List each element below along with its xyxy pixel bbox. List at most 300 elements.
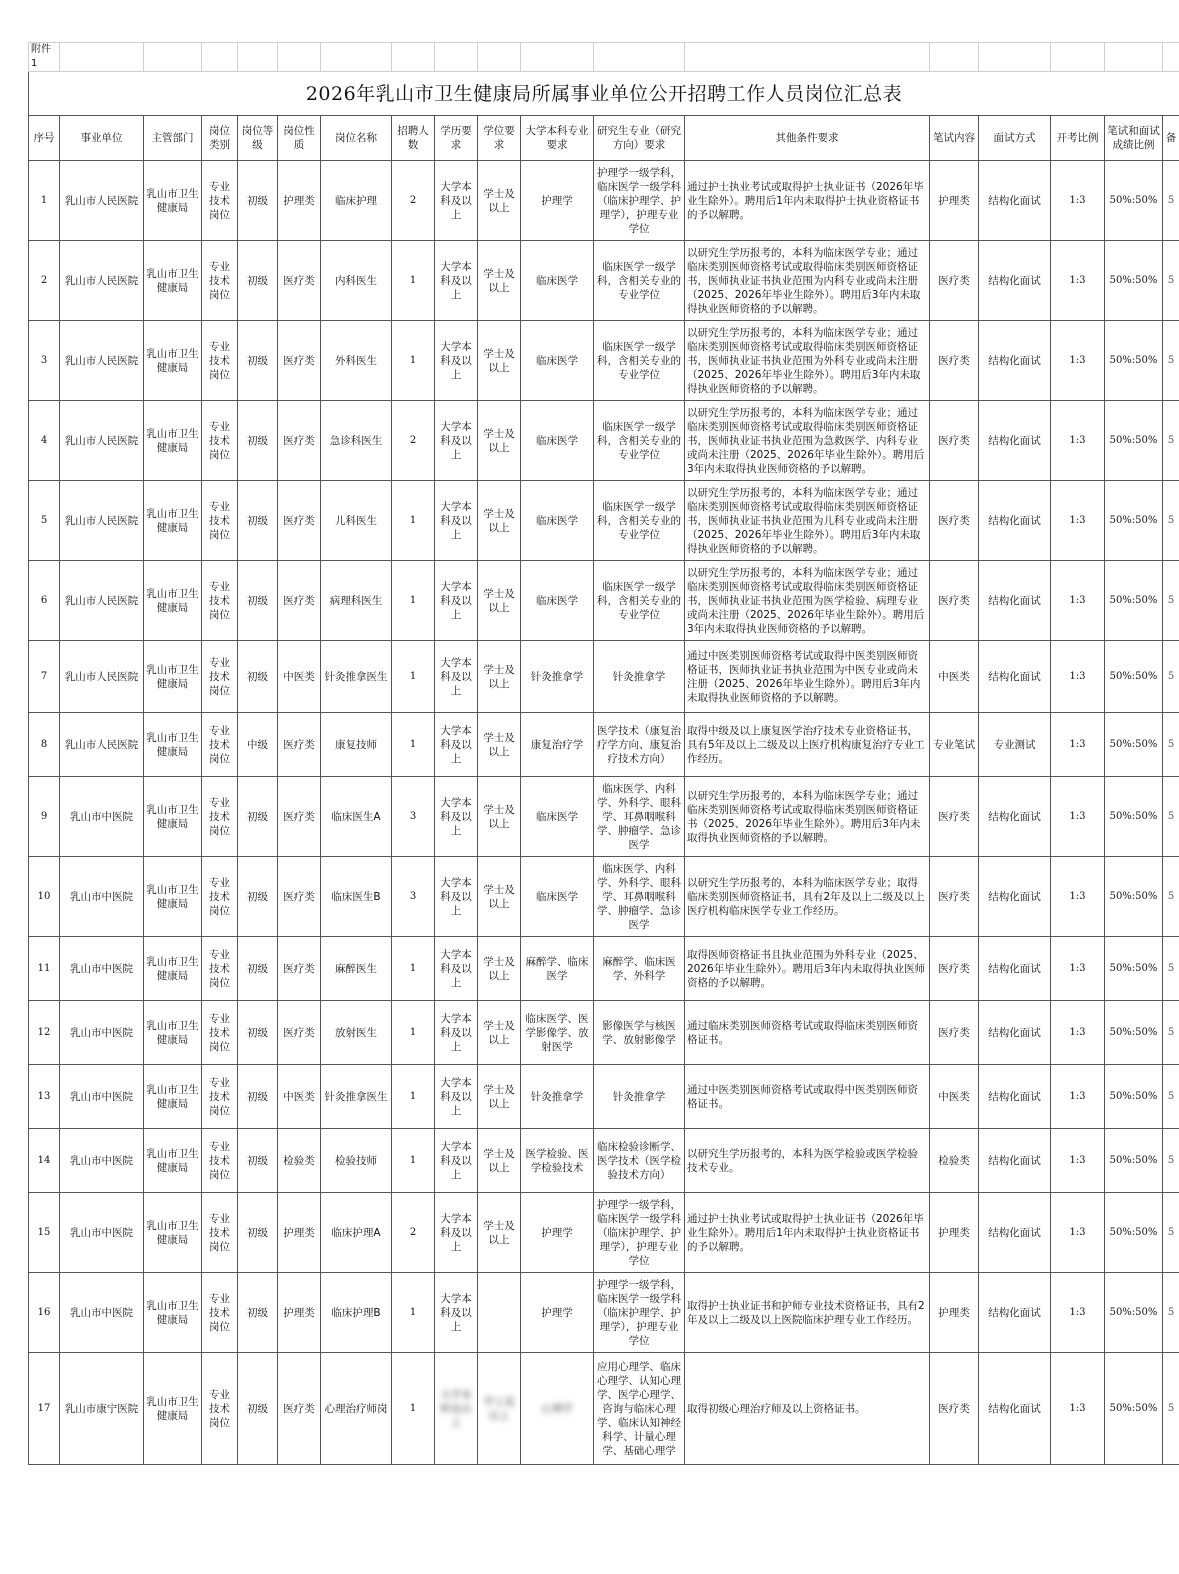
table-cell: 麻醉学、临床医学、外科学 (594, 937, 685, 1001)
table-cell: 中医类 (930, 1065, 979, 1129)
table-cell: 专业技术岗位 (202, 321, 238, 401)
table-cell: 50%:50% (1105, 1353, 1163, 1465)
table-cell: 专业技术岗位 (202, 481, 238, 561)
table-cell: 检验技师 (321, 1129, 392, 1193)
table-cell: 50%:50% (1105, 1001, 1163, 1065)
table-cell: 医疗类 (278, 1353, 321, 1465)
table-cell: 专业技术岗位 (202, 401, 238, 481)
table-cell: 学士及以上 (478, 481, 521, 561)
table-cell: 取得初级心理治疗师及以上资格证书。 (685, 1353, 930, 1465)
table-cell: 通过护士执业考试或取得护士执业证书（2026年毕业生除外）。聘用后1年内未取得护士执业资格证书的予以解聘。 (685, 161, 930, 241)
table-cell: 8 (29, 713, 60, 777)
table-row (29, 1353, 1179, 1465)
table-cell: 乳山市卫生健康局 (144, 1273, 202, 1353)
table-cell: 1 (392, 1065, 435, 1129)
table-row (29, 401, 1179, 481)
table-cell: 50%:50% (1105, 857, 1163, 937)
table-cell: 护理类 (278, 161, 321, 241)
table-cell: 50%:50% (1105, 321, 1163, 401)
table-cell: 11 (29, 937, 60, 1001)
table-cell: 大学本科及以上 (435, 161, 478, 241)
table-cell: 乳山市卫生健康局 (144, 857, 202, 937)
table-cell: 5 (1163, 857, 1179, 937)
table-cell: 乳山市中医院 (60, 1193, 144, 1273)
table-cell: 临床医学、内科学、外科学、眼科学、耳鼻咽喉科学、肿瘤学、急诊医学 (594, 857, 685, 937)
table-cell: 乳山市卫生健康局 (144, 713, 202, 777)
table-title: 2026年乳山市卫生健康局所属事业单位公开招聘工作人员岗位汇总表 (29, 72, 1179, 116)
table-cell: 通过中医类别医师资格考试或取得中医类别医师资格证书。 (685, 1065, 930, 1129)
table-cell: 乳山市卫生健康局 (144, 161, 202, 241)
table-cell: 结构化面试 (979, 481, 1051, 561)
column-header: 开考比例 (1051, 116, 1105, 161)
column-header: 笔试内容 (930, 116, 979, 161)
table-cell: 大学本科及以上 (435, 937, 478, 1001)
table-cell: 护理类 (278, 1193, 321, 1273)
table-cell: 5 (1163, 713, 1179, 777)
table-cell: 1:3 (1051, 777, 1105, 857)
table-cell: 1:3 (1051, 1129, 1105, 1193)
table-cell: 初级 (238, 1353, 278, 1465)
column-header: 其他条件要求 (685, 116, 930, 161)
table-cell: 康复技师 (321, 713, 392, 777)
table-row (29, 857, 1179, 937)
table-row (29, 321, 1179, 401)
table-cell: 学士及以上 (478, 241, 521, 321)
table-cell (478, 1273, 521, 1353)
table-cell: 中医类 (930, 641, 979, 713)
table-cell: 50%:50% (1105, 1065, 1163, 1129)
table-cell: 乳山市中医院 (60, 1001, 144, 1065)
table-cell: 医疗类 (278, 561, 321, 641)
table-cell: 5 (1163, 641, 1179, 713)
table-cell: 乳山市人民医院 (60, 561, 144, 641)
table-cell: 1 (392, 241, 435, 321)
table-cell: 临床医学一级学科，含相关专业的专业学位 (594, 241, 685, 321)
annex-row (29, 43, 1179, 72)
column-header: 学历要求 (435, 116, 478, 161)
table-cell: 5 (1163, 937, 1179, 1001)
table-cell: 通过护士执业考试或取得护士执业证书（2026年毕业生除外）。聘用后1年内未取得护士执业资格证书的予以解聘。 (685, 1193, 930, 1273)
table-cell: 医疗类 (930, 1353, 979, 1465)
table-cell: 9 (29, 777, 60, 857)
table-cell: 乳山市人民医院 (60, 481, 144, 561)
table-cell: 5 (1163, 561, 1179, 641)
table-cell: 大学本科及以上 (435, 777, 478, 857)
table-cell: 5 (1163, 401, 1179, 481)
table-cell: 初级 (238, 561, 278, 641)
column-header: 事业单位 (60, 116, 144, 161)
table-cell: 初级 (238, 777, 278, 857)
column-header: 备 (1163, 116, 1179, 161)
table-cell: 专业技术岗位 (202, 161, 238, 241)
job-positions-table (28, 42, 1179, 1465)
table-cell: 学士及以上 (478, 1129, 521, 1193)
table-cell: 结构化面试 (979, 241, 1051, 321)
table-cell: 15 (29, 1193, 60, 1273)
table-cell: 内科医生 (321, 241, 392, 321)
table-cell: 病理科医生 (321, 561, 392, 641)
table-cell: 护理类 (930, 1273, 979, 1353)
table-cell: 临床医学一级学科，含相关专业的专业学位 (594, 481, 685, 561)
table-cell: 专业技术岗位 (202, 1129, 238, 1193)
table-cell: 13 (29, 1065, 60, 1129)
column-header: 招聘人数 (392, 116, 435, 161)
table-cell: 大学本科及以上 (435, 321, 478, 401)
table-cell: 1 (392, 561, 435, 641)
header-row (29, 116, 1179, 161)
table-cell: 学士及以上 (478, 161, 521, 241)
table-cell: 专业技术岗位 (202, 1273, 238, 1353)
table-cell: 1 (392, 1353, 435, 1465)
table-cell: 乳山市中医院 (60, 1065, 144, 1129)
table-cell: 外科医生 (321, 321, 392, 401)
table-cell: 护理学一级学科，临床医学一级学科（临床护理学、护理学），护理专业学位 (594, 1273, 685, 1353)
table-cell: 专业技术岗位 (202, 937, 238, 1001)
table-row (29, 1273, 1179, 1353)
table-cell: 2 (392, 1193, 435, 1273)
column-header: 面试方式 (979, 116, 1051, 161)
table-cell: 应用心理学、临床心理学、认知心理学、医学心理学、咨询与临床心理学、临床认知神经科学、计量心理学、基础心理学 (594, 1353, 685, 1465)
table-cell: 1 (392, 1001, 435, 1065)
table-cell: 结构化面试 (979, 401, 1051, 481)
table-cell: 乳山市卫生健康局 (144, 241, 202, 321)
spreadsheet-sheet (28, 42, 1179, 1465)
table-cell: 儿科医生 (321, 481, 392, 561)
table-row (29, 481, 1179, 561)
table-cell: 临床护理A (321, 1193, 392, 1273)
table-cell: 学士及以上 (478, 641, 521, 713)
table-cell: 针灸推拿学 (521, 641, 594, 713)
annex-label: 附件1 (29, 43, 60, 72)
table-cell: 5 (1163, 1273, 1179, 1353)
table-cell: 临床医学 (521, 777, 594, 857)
table-cell: 临床护理B (321, 1273, 392, 1353)
table-cell: 专业技术岗位 (202, 1193, 238, 1273)
table-cell: 1:3 (1051, 1273, 1105, 1353)
table-cell: 大学本科及以上 (435, 241, 478, 321)
table-cell: 医疗类 (278, 401, 321, 481)
table-cell: 1:3 (1051, 321, 1105, 401)
table-cell: 4 (29, 401, 60, 481)
table-cell: 专业技术岗位 (202, 241, 238, 321)
table-cell: 5 (1163, 1001, 1179, 1065)
table-cell: 学士及以上 (478, 1353, 521, 1465)
table-cell: 1:3 (1051, 1353, 1105, 1465)
table-cell: 针灸推拿学 (594, 1065, 685, 1129)
table-row (29, 641, 1179, 713)
table-cell: 学士及以上 (478, 401, 521, 481)
column-header: 岗位等级 (238, 116, 278, 161)
table-cell: 针灸推拿学 (521, 1065, 594, 1129)
table-cell: 结构化面试 (979, 161, 1051, 241)
table-cell: 乳山市卫生健康局 (144, 481, 202, 561)
table-cell: 通过中医类别医师资格考试或取得中医类别医师资格证书，医师执业证书执业范围为中医专业或尚未注册（2025、2026年毕业生除外）。聘用后3年内未取得执业医师资格的予以解聘。 (685, 641, 930, 713)
table-cell: 50%:50% (1105, 641, 1163, 713)
table-cell: 医疗类 (930, 857, 979, 937)
column-header: 笔试和面试成绩比例 (1105, 116, 1163, 161)
table-cell: 乳山市卫生健康局 (144, 1065, 202, 1129)
table-cell: 16 (29, 1273, 60, 1353)
table-cell: 专业技术岗位 (202, 1065, 238, 1129)
table-cell: 以研究生学历报考的，本科为临床医学专业；通过临床类别医师资格考试或取得临床类别医师资格证书，医师执业证书执业范围为内科专业或尚未注册（2025、2026年毕业生除外）。聘用后3年内未取得执业医师资格的予以解聘。 (685, 241, 930, 321)
table-cell: 学士及以上 (478, 1001, 521, 1065)
table-cell: 1 (392, 481, 435, 561)
table-cell: 护理学一级学科，临床医学一级学科（临床护理学、护理学），护理专业学位 (594, 161, 685, 241)
table-cell: 通过临床类别医师资格考试或取得临床类别医师资格证书。 (685, 1001, 930, 1065)
table-cell: 50%:50% (1105, 161, 1163, 241)
table-cell: 乳山市卫生健康局 (144, 561, 202, 641)
table-cell: 初级 (238, 1001, 278, 1065)
table-cell: 1:3 (1051, 641, 1105, 713)
table-cell: 针灸推拿学 (594, 641, 685, 713)
table-cell: 专业技术岗位 (202, 641, 238, 713)
table-cell: 乳山市人民医院 (60, 641, 144, 713)
table-cell: 麻醉学、临床医学 (521, 937, 594, 1001)
table-row (29, 713, 1179, 777)
table-cell: 初级 (238, 161, 278, 241)
table-cell: 大学本科及以上 (435, 1193, 478, 1273)
column-header: 主管部门 (144, 116, 202, 161)
table-cell: 初级 (238, 1065, 278, 1129)
table-cell: 针灸推拿医生 (321, 1065, 392, 1129)
table-cell: 以研究生学历报考的，本科为临床医学专业；通过临床类别医师资格考试或取得临床类别医师资格证书，医师执业证书执业范围为外科专业或尚未注册（2025、2026年毕业生除外）。聘用后3年内未取得执业医师资格的予以解聘。 (685, 321, 930, 401)
table-cell: 学士及以上 (478, 937, 521, 1001)
table-cell: 乳山市卫生健康局 (144, 401, 202, 481)
table-cell: 1:3 (1051, 561, 1105, 641)
table-cell: 乳山市卫生健康局 (144, 1353, 202, 1465)
table-cell: 临床护理 (321, 161, 392, 241)
table-cell: 以研究生学历报考的，本科为临床医学专业；通过临床类别医师资格考试或取得临床类别医师资格证书，医师执业证书执业范围为医学检验、病理专业或尚未注册（2025、2026年毕业生除外）。聘用后3年内未取得执业医师资格的予以解聘。 (685, 561, 930, 641)
table-cell: 大学本科及以上 (435, 561, 478, 641)
table-cell: 1 (392, 1129, 435, 1193)
table-cell: 医疗类 (930, 321, 979, 401)
table-cell: 放射医生 (321, 1001, 392, 1065)
table-cell: 大学本科及以上 (435, 1001, 478, 1065)
table-row (29, 1193, 1179, 1273)
table-cell: 5 (1163, 1353, 1179, 1465)
table-cell: 5 (1163, 481, 1179, 561)
table-cell: 大学本科及以上 (435, 641, 478, 713)
table-cell: 乳山市中医院 (60, 1273, 144, 1353)
table-cell: 3 (392, 857, 435, 937)
table-cell: 护理类 (930, 1193, 979, 1273)
column-header: 大学本科专业要求 (521, 116, 594, 161)
table-cell: 心理学 (521, 1353, 594, 1465)
table-cell: 乳山市人民医院 (60, 161, 144, 241)
table-row (29, 937, 1179, 1001)
table-cell: 结构化面试 (979, 857, 1051, 937)
table-cell: 乳山市卫生健康局 (144, 1193, 202, 1273)
table-cell: 初级 (238, 857, 278, 937)
table-cell: 医疗类 (930, 561, 979, 641)
table-cell: 1:3 (1051, 857, 1105, 937)
table-cell: 学士及以上 (478, 1193, 521, 1273)
table-cell: 结构化面试 (979, 937, 1051, 1001)
table-cell: 医疗类 (930, 1001, 979, 1065)
table-cell: 1:3 (1051, 1193, 1105, 1273)
table-cell: 护理学一级学科，临床医学一级学科（临床护理学、护理学），护理专业学位 (594, 1193, 685, 1273)
column-header: 岗位名称 (321, 116, 392, 161)
table-cell: 14 (29, 1129, 60, 1193)
table-cell: 医疗类 (278, 481, 321, 561)
table-cell: 心理治疗师岗 (321, 1353, 392, 1465)
table-cell: 50%:50% (1105, 937, 1163, 1001)
table-cell: 临床医学 (521, 481, 594, 561)
table-cell: 大学本科及以上 (435, 1129, 478, 1193)
table-cell: 5 (1163, 1193, 1179, 1273)
table-cell: 1 (29, 161, 60, 241)
table-cell: 中医类 (278, 1065, 321, 1129)
table-cell: 检验类 (930, 1129, 979, 1193)
column-header: 研究生专业（研究方向）要求 (594, 116, 685, 161)
table-cell: 临床医学一级学科，含相关专业的专业学位 (594, 561, 685, 641)
table-cell: 急诊科医生 (321, 401, 392, 481)
table-cell: 临床医学 (521, 321, 594, 401)
table-cell: 麻醉医生 (321, 937, 392, 1001)
column-header: 岗位性质 (278, 116, 321, 161)
table-cell: 专业笔试 (930, 713, 979, 777)
table-cell: 大学本科及以上 (435, 1273, 478, 1353)
table-cell: 乳山市中医院 (60, 777, 144, 857)
table-cell: 7 (29, 641, 60, 713)
table-cell: 1:3 (1051, 937, 1105, 1001)
table-cell: 专业技术岗位 (202, 857, 238, 937)
table-cell: 结构化面试 (979, 561, 1051, 641)
table-cell: 初级 (238, 241, 278, 321)
table-cell: 2 (29, 241, 60, 321)
table-cell: 专业技术岗位 (202, 777, 238, 857)
table-row (29, 1001, 1179, 1065)
table-cell: 以研究生学历报考的，本科为医学检验或医学检验技术专业。 (685, 1129, 930, 1193)
table-cell: 学士及以上 (478, 561, 521, 641)
table-cell: 以研究生学历报考的，本科为临床医学专业；取得临床类别医师资格证书，具有2年及以上二级及以上医疗机构临床医学专业工作经历。 (685, 857, 930, 937)
table-cell: 大学本科及以上 (435, 401, 478, 481)
table-cell: 乳山市卫生健康局 (144, 1129, 202, 1193)
table-cell: 17 (29, 1353, 60, 1465)
table-cell: 结构化面试 (979, 777, 1051, 857)
table-cell: 临床医学、医学影像学、放射医学 (521, 1001, 594, 1065)
table-cell: 乳山市卫生健康局 (144, 641, 202, 713)
table-cell: 乳山市卫生健康局 (144, 321, 202, 401)
table-cell: 初级 (238, 641, 278, 713)
column-header: 学位要求 (478, 116, 521, 161)
table-cell: 3 (392, 777, 435, 857)
table-cell: 取得医师资格证书且执业范围为外科专业（2025、2026年毕业生除外）。聘用后3年内未取得执业医师资格的予以解聘。 (685, 937, 930, 1001)
column-header: 岗位类别 (202, 116, 238, 161)
table-cell: 乳山市中医院 (60, 937, 144, 1001)
table-cell: 取得护士执业证书和护师专业技术资格证书，具有2年及以上二级及以上医院临床护理专业工作经历。 (685, 1273, 930, 1353)
table-cell: 临床医学一级学科，含相关专业的专业学位 (594, 401, 685, 481)
table-cell: 初级 (238, 937, 278, 1001)
table-cell: 护理类 (278, 1273, 321, 1353)
table-cell: 学士及以上 (478, 857, 521, 937)
table-cell: 乳山市卫生健康局 (144, 937, 202, 1001)
table-cell: 2 (392, 401, 435, 481)
table-cell: 临床医学 (521, 857, 594, 937)
table-cell: 学士及以上 (478, 777, 521, 857)
table-row (29, 161, 1179, 241)
table-cell: 10 (29, 857, 60, 937)
table-cell: 医疗类 (278, 241, 321, 321)
table-cell: 临床医生B (321, 857, 392, 937)
table-cell: 临床医学、内科学、外科学、眼科学、耳鼻咽喉科学、肿瘤学、急诊医学 (594, 777, 685, 857)
table-cell: 专业技术岗位 (202, 1353, 238, 1465)
table-cell: 以研究生学历报考的，本科为临床医学专业；通过临床类别医师资格考试或取得临床类别医师资格证书（2025、2026年毕业生除外）。聘用后3年内未取得执业医师资格的予以解聘。 (685, 777, 930, 857)
table-cell: 初级 (238, 401, 278, 481)
table-cell: 取得中级及以上康复医学治疗技术专业资格证书，具有5年及以上二级及以上医疗机构康复治疗专业工作经历。 (685, 713, 930, 777)
table-cell: 6 (29, 561, 60, 641)
table-cell: 5 (1163, 161, 1179, 241)
table-cell: 学士及以上 (478, 321, 521, 401)
table-cell: 大学本科及以上 (435, 713, 478, 777)
table-cell: 5 (1163, 1129, 1179, 1193)
table-cell: 乳山市卫生健康局 (144, 1001, 202, 1065)
table-cell: 结构化面试 (979, 641, 1051, 713)
table-cell: 5 (29, 481, 60, 561)
table-cell: 医疗类 (930, 401, 979, 481)
table-cell: 1 (392, 641, 435, 713)
table-cell: 乳山市人民医院 (60, 401, 144, 481)
table-cell: 中医类 (278, 641, 321, 713)
table-cell: 50%:50% (1105, 401, 1163, 481)
table-cell: 以研究生学历报考的，本科为临床医学专业；通过临床类别医师资格考试或取得临床类别医师资格证书，医师执业证书执业范围为急救医学、内科专业或尚未注册（2025、2026年毕业生除外）。聘用后3年内未取得执业医师资格的予以解聘。 (685, 401, 930, 481)
table-cell: 5 (1163, 1065, 1179, 1129)
table-cell: 护理学 (521, 1273, 594, 1353)
title-row (29, 72, 1179, 116)
table-cell: 专业技术岗位 (202, 561, 238, 641)
table-cell: 3 (29, 321, 60, 401)
table-cell: 大学本科及以上 (435, 857, 478, 937)
table-cell: 5 (1163, 241, 1179, 321)
table-cell: 初级 (238, 481, 278, 561)
table-cell: 5 (1163, 777, 1179, 857)
table-cell: 1:3 (1051, 1001, 1105, 1065)
table-cell: 医学检验、医学检验技术 (521, 1129, 594, 1193)
table-row (29, 1129, 1179, 1193)
table-row (29, 1065, 1179, 1129)
table-cell: 专业技术岗位 (202, 713, 238, 777)
table-cell: 1 (392, 321, 435, 401)
table-cell: 乳山市人民医院 (60, 713, 144, 777)
table-cell: 学士及以上 (478, 713, 521, 777)
table-cell: 50%:50% (1105, 561, 1163, 641)
table-cell: 乳山市卫生健康局 (144, 777, 202, 857)
table-cell: 医疗类 (278, 777, 321, 857)
table-cell: 1:3 (1051, 161, 1105, 241)
table-cell: 结构化面试 (979, 1001, 1051, 1065)
table-cell: 康复治疗学 (521, 713, 594, 777)
table-cell: 医疗类 (278, 713, 321, 777)
table-cell: 大学本科及以上 (435, 481, 478, 561)
column-header: 序号 (29, 116, 60, 161)
table-cell: 检验类 (278, 1129, 321, 1193)
table-row (29, 241, 1179, 321)
table-cell: 12 (29, 1001, 60, 1065)
table-cell: 50%:50% (1105, 1193, 1163, 1273)
table-cell: 临床医学一级学科，含相关专业的专业学位 (594, 321, 685, 401)
table-cell: 2 (392, 161, 435, 241)
table-cell: 1:3 (1051, 713, 1105, 777)
table-cell: 以研究生学历报考的，本科为临床医学专业；通过临床类别医师资格考试或取得临床类别医师资格证书，医师执业证书执业范围为儿科专业或尚未注册（2025、2026年毕业生除外）。聘用后3年内未取得执业医师资格的予以解聘。 (685, 481, 930, 561)
table-cell: 1:3 (1051, 241, 1105, 321)
table-cell: 乳山市中医院 (60, 1129, 144, 1193)
table-cell: 50%:50% (1105, 481, 1163, 561)
table-cell: 结构化面试 (979, 1193, 1051, 1273)
table-cell: 医疗类 (930, 777, 979, 857)
table-cell: 初级 (238, 1193, 278, 1273)
table-cell: 乳山市中医院 (60, 857, 144, 937)
table-cell: 大学本科及以上 (435, 1065, 478, 1129)
